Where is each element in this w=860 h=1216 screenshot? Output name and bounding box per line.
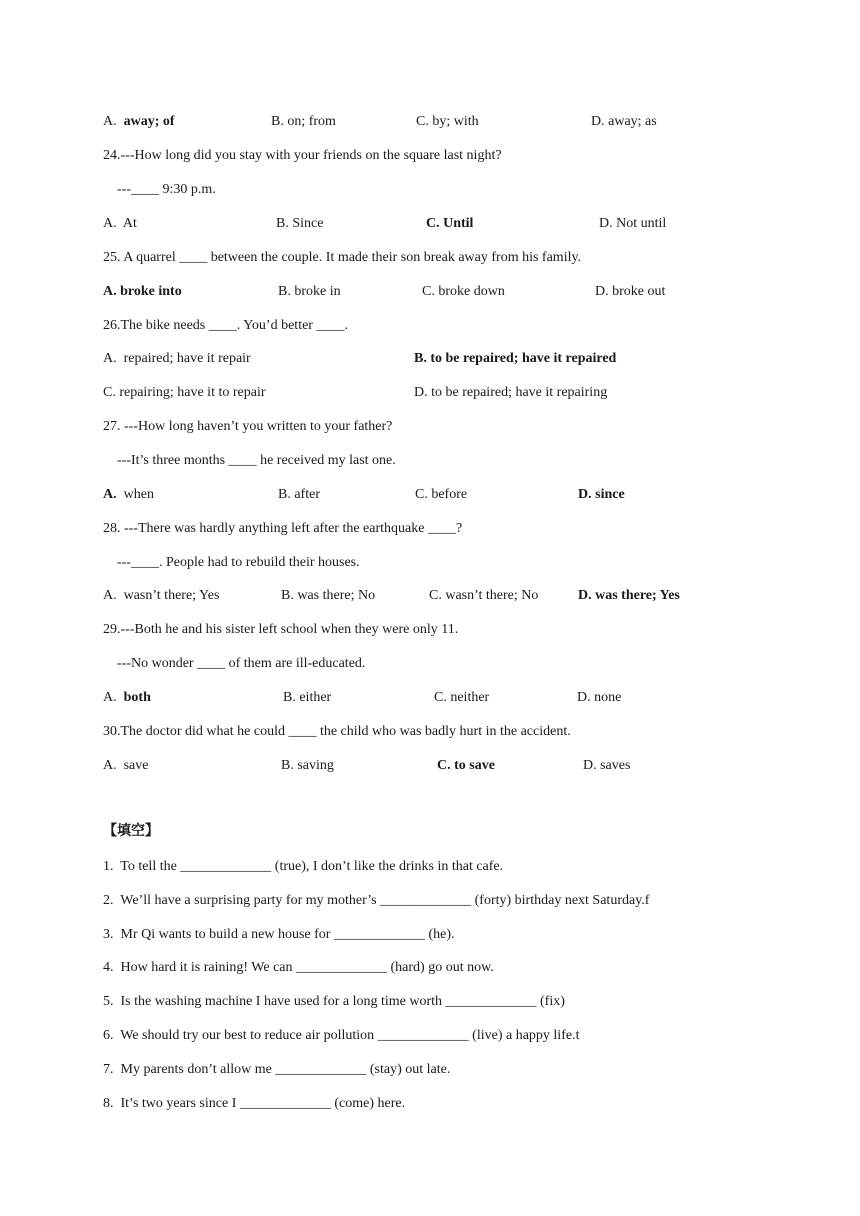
fill-item: 4. How hard it is raining! We can _____________ (hard) go out now. (103, 960, 494, 975)
q26-option-c: C. repairing; have it to repair (103, 385, 266, 400)
q27-option-a: A. when (103, 487, 154, 502)
q26-stem: 26.The bike needs ____. You’d better ____. (103, 318, 348, 333)
q30-option-a: A. save (103, 758, 149, 773)
q29-option-b: B. either (283, 690, 332, 705)
q23-option-b: B. on; from (271, 114, 336, 129)
q28-stem: 28. ---There was hardly anything left after the earthquake ____? (103, 521, 463, 536)
q29-stem: 29.---Both he and his sister left school when they were only 11. (103, 622, 459, 637)
q23-option-d: D. away; as (591, 114, 657, 129)
q27-option-c: C. before (415, 487, 468, 502)
q27-option-d: D. since (578, 487, 625, 502)
q26-option-b: B. to be repaired; have it repaired (414, 351, 617, 366)
q24-answer-line: ---____ 9:30 p.m. (117, 182, 216, 197)
q29-answer-line: ---No wonder ____ of them are ill-educated. (117, 656, 366, 671)
q25-option-a: A. broke into (103, 284, 182, 299)
fill-item: 8. It’s two years since I _____________ (come) here. (103, 1096, 406, 1111)
q27-option-b: B. after (278, 487, 320, 502)
q26-option-a: A. repaired; have it repair (103, 351, 251, 366)
q25-option-c: C. broke down (422, 284, 505, 299)
fill-item: 1. To tell the _____________ (true), I don’t like the drinks in that cafe. (103, 859, 504, 874)
q24-option-b: B. Since (276, 216, 324, 231)
fill-item: 6. We should try our best to reduce air pollution _____________ (live) a happy life.t (103, 1028, 580, 1043)
fill-item: 3. Mr Qi wants to build a new house for _____________ (he). (103, 927, 455, 942)
q28-option-b: B. was there; No (281, 588, 376, 603)
q25-option-d: D. broke out (595, 284, 666, 299)
q25-option-b: B. broke in (278, 284, 341, 299)
q30-option-c: C. to save (437, 758, 495, 773)
q25-stem: 25. A quarrel ____ between the couple. It made their son break away from his family. (103, 250, 582, 265)
q24-option-c: C. Until (426, 216, 474, 231)
q24-option-a: A. At (103, 216, 137, 231)
q30-option-b: B. saving (281, 758, 334, 773)
q28-option-d: D. was there; Yes (578, 588, 680, 603)
q24-stem: 24.---How long did you stay with your friends on the square last night? (103, 148, 502, 163)
fill-item: 5. Is the washing machine I have used for a long time worth _____________ (fix) (103, 994, 565, 1009)
q27-stem: 27. ---How long haven’t you written to your father? (103, 419, 393, 434)
q28-option-a: A. wasn’t there; Yes (103, 588, 220, 603)
q23-option-c: C. by; with (416, 114, 479, 129)
q27-answer-line: ---It’s three months ____ he received my last one. (117, 453, 396, 468)
q30-stem: 30.The doctor did what he could ____ the child who was badly hurt in the accident. (103, 724, 571, 739)
q29-option-a: A. both (103, 690, 151, 705)
q26-option-d: D. to be repaired; have it repairing (414, 385, 608, 400)
fill-item: 2. We’ll have a surprising party for my mother’s _____________ (forty) birthday next Saturday.f (103, 893, 650, 908)
q28-option-c: C. wasn’t there; No (429, 588, 539, 603)
q24-option-d: D. Not until (599, 216, 667, 231)
q29-option-d: D. none (577, 690, 622, 705)
q28-answer-line: ---____. People had to rebuild their houses. (117, 555, 360, 570)
q29-option-c: C. neither (434, 690, 490, 705)
q23-option-a: A. away; of (103, 114, 175, 129)
q30-option-d: D. saves (583, 758, 631, 773)
fill-section-heading: 【填空】 (103, 824, 159, 839)
fill-item: 7. My parents don’t allow me _____________ (stay) out late. (103, 1062, 451, 1077)
